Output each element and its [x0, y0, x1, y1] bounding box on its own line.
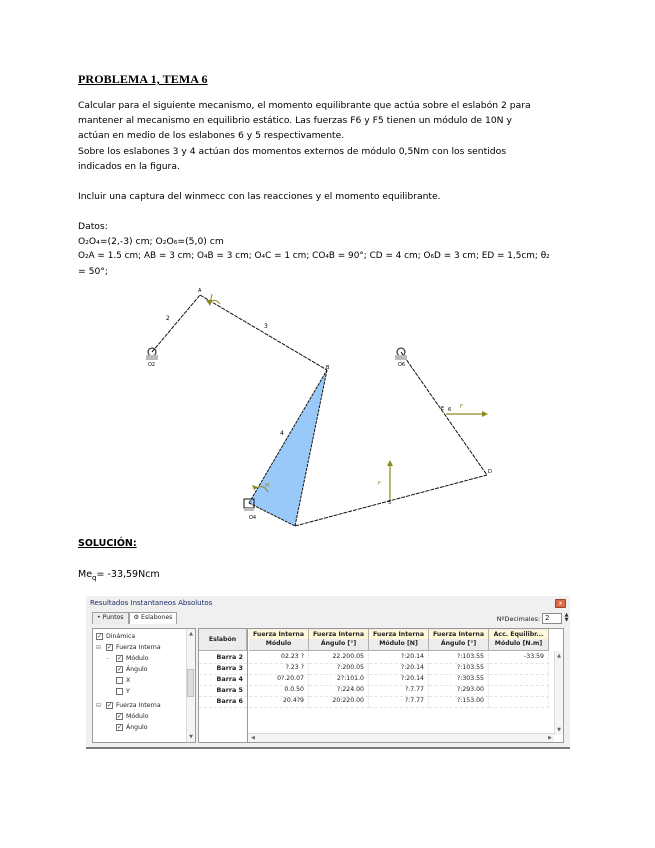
window-title: Resultados Instantaneos Absolutos: [90, 599, 213, 607]
column-header[interactable]: [249, 629, 309, 651]
svg-text:D: D: [488, 469, 492, 475]
moment-3-icon: [206, 294, 220, 306]
tree-item[interactable]: [106, 653, 148, 664]
decimals-label: NºDecimales:: [496, 615, 540, 623]
svg-text:F: F: [378, 481, 381, 487]
scroll-right-icon[interactable]: ▶: [548, 735, 552, 741]
scroll-down-icon[interactable]: ▼: [557, 727, 561, 733]
table-cell[interactable]: 02.23 ?: [249, 653, 309, 664]
header-line: Fuerza Interna: [369, 630, 428, 639]
tab-bar: [92, 612, 177, 624]
table-cell[interactable]: ?:153.00: [429, 697, 489, 708]
datos-line: = 50°;: [78, 266, 108, 277]
link-4-triangle: [249, 370, 327, 526]
header-line: Fuerza Interna: [249, 630, 308, 639]
results-table: [198, 628, 564, 743]
checkbox[interactable]: ✓: [107, 702, 113, 709]
tree-label: Fuerza Interna: [116, 644, 161, 651]
table-cell[interactable]: -33.59: [489, 653, 549, 664]
statement-line: actúan en medio de los eslabones 6 y 5 respectivamente.: [78, 130, 345, 141]
table-cell[interactable]: [489, 675, 549, 686]
solution-title: SOLUCIÓN:: [78, 538, 137, 549]
row-label[interactable]: Barra 2: [199, 653, 247, 664]
tree-item[interactable]: [116, 675, 130, 686]
datos-line: O₂A = 1.5 cm; AB = 3 cm; O₄B = 3 cm; O₄C = 1 cm; CO₄B = 90°; CD = 4 cm; O₆D = 3 cm; ED = 1,5cm; θ₂: [78, 251, 550, 261]
table-cell[interactable]: ?:224.00: [309, 686, 369, 697]
svg-text:2: 2: [166, 315, 170, 322]
svg-text:5: 5: [388, 500, 392, 506]
svg-text:A: A: [198, 288, 202, 294]
collapse-icon[interactable]: ⊟: [96, 644, 102, 651]
tab-label: Puntos: [102, 614, 124, 621]
table-cell[interactable]: ?:7.77: [369, 686, 429, 697]
moments-statement: [78, 144, 571, 174]
table-cell[interactable]: ?:293.00: [429, 686, 489, 697]
table-cell[interactable]: ?:303.55: [429, 675, 489, 686]
column-header-eslabon[interactable]: Eslabón: [199, 629, 247, 651]
scroll-thumb[interactable]: [187, 669, 194, 697]
table-cell[interactable]: 20.4?9: [249, 697, 309, 708]
table-cell[interactable]: ?:20.14: [369, 653, 429, 664]
tree-item[interactable]: [96, 700, 161, 711]
ground-o6-icon: [395, 348, 407, 368]
table-cell[interactable]: ?:103.55: [429, 653, 489, 664]
mechanism-diagram: [130, 280, 520, 530]
column-header[interactable]: [369, 629, 429, 651]
bullet-icon: •: [97, 614, 103, 621]
tree-label: Ángulo: [126, 724, 148, 731]
data-section: [78, 219, 571, 279]
link-2: [152, 295, 200, 352]
close-button[interactable]: x: [555, 599, 566, 608]
table-cell[interactable]: 20:220.00: [309, 697, 369, 708]
table-cell[interactable]: 22.200.05: [309, 653, 369, 664]
row-label[interactable]: Barra 5: [199, 686, 247, 697]
datos-line: O₂O₄=(2,-3) cm; O₂O₆=(5,0) cm: [78, 236, 224, 247]
scroll-left-icon[interactable]: ◀: [251, 735, 255, 741]
scroll-down-icon[interactable]: ▼: [189, 734, 193, 740]
problem-statement: [78, 98, 571, 143]
link-3: [200, 295, 327, 370]
checkbox[interactable]: ✓: [117, 666, 123, 673]
table-horizontal-scrollbar[interactable]: [248, 733, 554, 742]
instruction-text: Incluir una captura del winmecc con las reacciones y el momento equilibrante.: [78, 191, 441, 202]
tree-label: Ángulo: [126, 666, 148, 673]
row-label[interactable]: Barra 4: [199, 675, 247, 686]
svg-text:4: 4: [280, 430, 284, 437]
meq-subscript: q: [92, 573, 97, 582]
table-cell[interactable]: ?:200.05: [309, 664, 369, 675]
tree-label: Módulo: [126, 713, 149, 720]
checkbox[interactable]: [116, 688, 123, 695]
tree-item[interactable]: [96, 642, 161, 653]
tree-item[interactable]: [116, 686, 130, 697]
table-cell[interactable]: [489, 664, 549, 675]
table-cell[interactable]: [489, 686, 549, 697]
force-f6-arrow: [446, 404, 488, 417]
table-cell[interactable]: 2?:101.0: [309, 675, 369, 686]
ground-o2-icon: [146, 348, 158, 368]
checkbox[interactable]: ✓: [117, 655, 123, 662]
winmecc-results-window: [86, 596, 570, 749]
force-f5-arrow: [378, 460, 393, 500]
header-line: Módulo [N.m]: [494, 640, 543, 647]
tree-item[interactable]: [116, 664, 148, 675]
table-cell[interactable]: ?:20.14: [369, 664, 429, 675]
tree-line-icon: –: [106, 655, 109, 662]
checkbox[interactable]: ✓: [97, 633, 103, 640]
tree-label: X: [126, 677, 131, 684]
tree-item[interactable]: [96, 631, 135, 642]
equilibrium-moment: [78, 569, 160, 582]
tree-scrollbar[interactable]: [186, 629, 195, 742]
meq-label: Me: [78, 569, 93, 580]
column-header[interactable]: [429, 629, 489, 651]
collapse-icon[interactable]: ⊟: [96, 702, 102, 709]
decimals-spinner[interactable]: ▲ ▼: [564, 612, 569, 623]
statement-line: mantener al mecanismo en equilibrio estático. Las fuerzas F6 y F5 tienen un módulo de 10N y: [78, 115, 512, 126]
checkbox[interactable]: ✓: [117, 713, 123, 720]
checkbox[interactable]: [116, 677, 123, 684]
table-cell[interactable]: ?:7.77: [369, 697, 429, 708]
svg-text:O4: O4: [249, 515, 257, 521]
table-cell[interactable]: ?.23 ?: [249, 664, 309, 675]
header-line: Ángulo [°]: [440, 640, 477, 647]
header-line: Acc. Equilibr...: [489, 630, 548, 639]
table-vertical-scrollbar[interactable]: [554, 651, 563, 735]
header-line: Fuerza Interna: [309, 630, 368, 639]
header-line: Módulo: [265, 640, 292, 647]
svg-text:3: 3: [264, 323, 268, 330]
tree-label: Módulo: [126, 655, 149, 662]
svg-text:F: F: [460, 404, 463, 410]
datos-label: Datos:: [78, 221, 108, 232]
decimals-input[interactable]: 2: [542, 613, 562, 624]
scroll-up-icon[interactable]: ▲: [557, 653, 561, 659]
column-header[interactable]: [489, 629, 549, 651]
table-cell[interactable]: ?:103.55: [429, 664, 489, 675]
statement-line: Calcular para el siguiente mecanismo, el momento equilibrante que actúa sobre el eslabón 2 para: [78, 100, 531, 111]
table-cell[interactable]: [489, 697, 549, 708]
svg-text:O6: O6: [398, 362, 406, 368]
tree-label: Dinámica: [106, 633, 136, 640]
column-header[interactable]: [309, 629, 369, 651]
tree-item[interactable]: [116, 711, 148, 722]
options-tree: [92, 628, 196, 743]
checkbox[interactable]: ✓: [117, 724, 123, 731]
svg-text:B: B: [326, 365, 330, 371]
svg-text:M: M: [265, 483, 270, 489]
tab-eslabones[interactable]: [129, 612, 178, 624]
svg-text:6: 6: [448, 407, 452, 413]
table-cell[interactable]: 0?.20.07: [249, 675, 309, 686]
header-line: Fuerza Interna: [429, 630, 488, 639]
problem-heading: PROBLEMA 1, TEMA 6: [78, 72, 208, 86]
meq-value: = -33,59Ncm: [96, 569, 160, 580]
gear-icon: ⚙: [133, 614, 142, 621]
header-line: Módulo [N]: [379, 640, 418, 647]
tab-label: Eslabones: [141, 614, 173, 621]
statement-line: indicados en la figura.: [78, 161, 180, 172]
table-cell[interactable]: ?:20.14: [369, 675, 429, 686]
tab-puntos[interactable]: [92, 612, 129, 624]
row-label[interactable]: Barra 3: [199, 664, 247, 675]
svg-text:O2: O2: [148, 362, 156, 368]
header-line: Ángulo [°]: [320, 640, 357, 647]
scroll-up-icon[interactable]: ▲: [189, 631, 193, 637]
divider: [247, 629, 248, 742]
checkbox[interactable]: ✓: [107, 644, 113, 651]
tree-label: Fuerza Interna: [116, 702, 161, 709]
statement-line: Sobre los eslabones 3 y 4 actúan dos momentos externos de módulo 0,5Nm con los sentidos: [78, 146, 507, 157]
tree-label: Y: [126, 688, 130, 695]
svg-text:E: E: [441, 406, 445, 412]
tree-item[interactable]: [116, 722, 148, 733]
table-cell[interactable]: 0.0.50: [249, 686, 309, 697]
row-label[interactable]: Barra 6: [199, 697, 247, 708]
